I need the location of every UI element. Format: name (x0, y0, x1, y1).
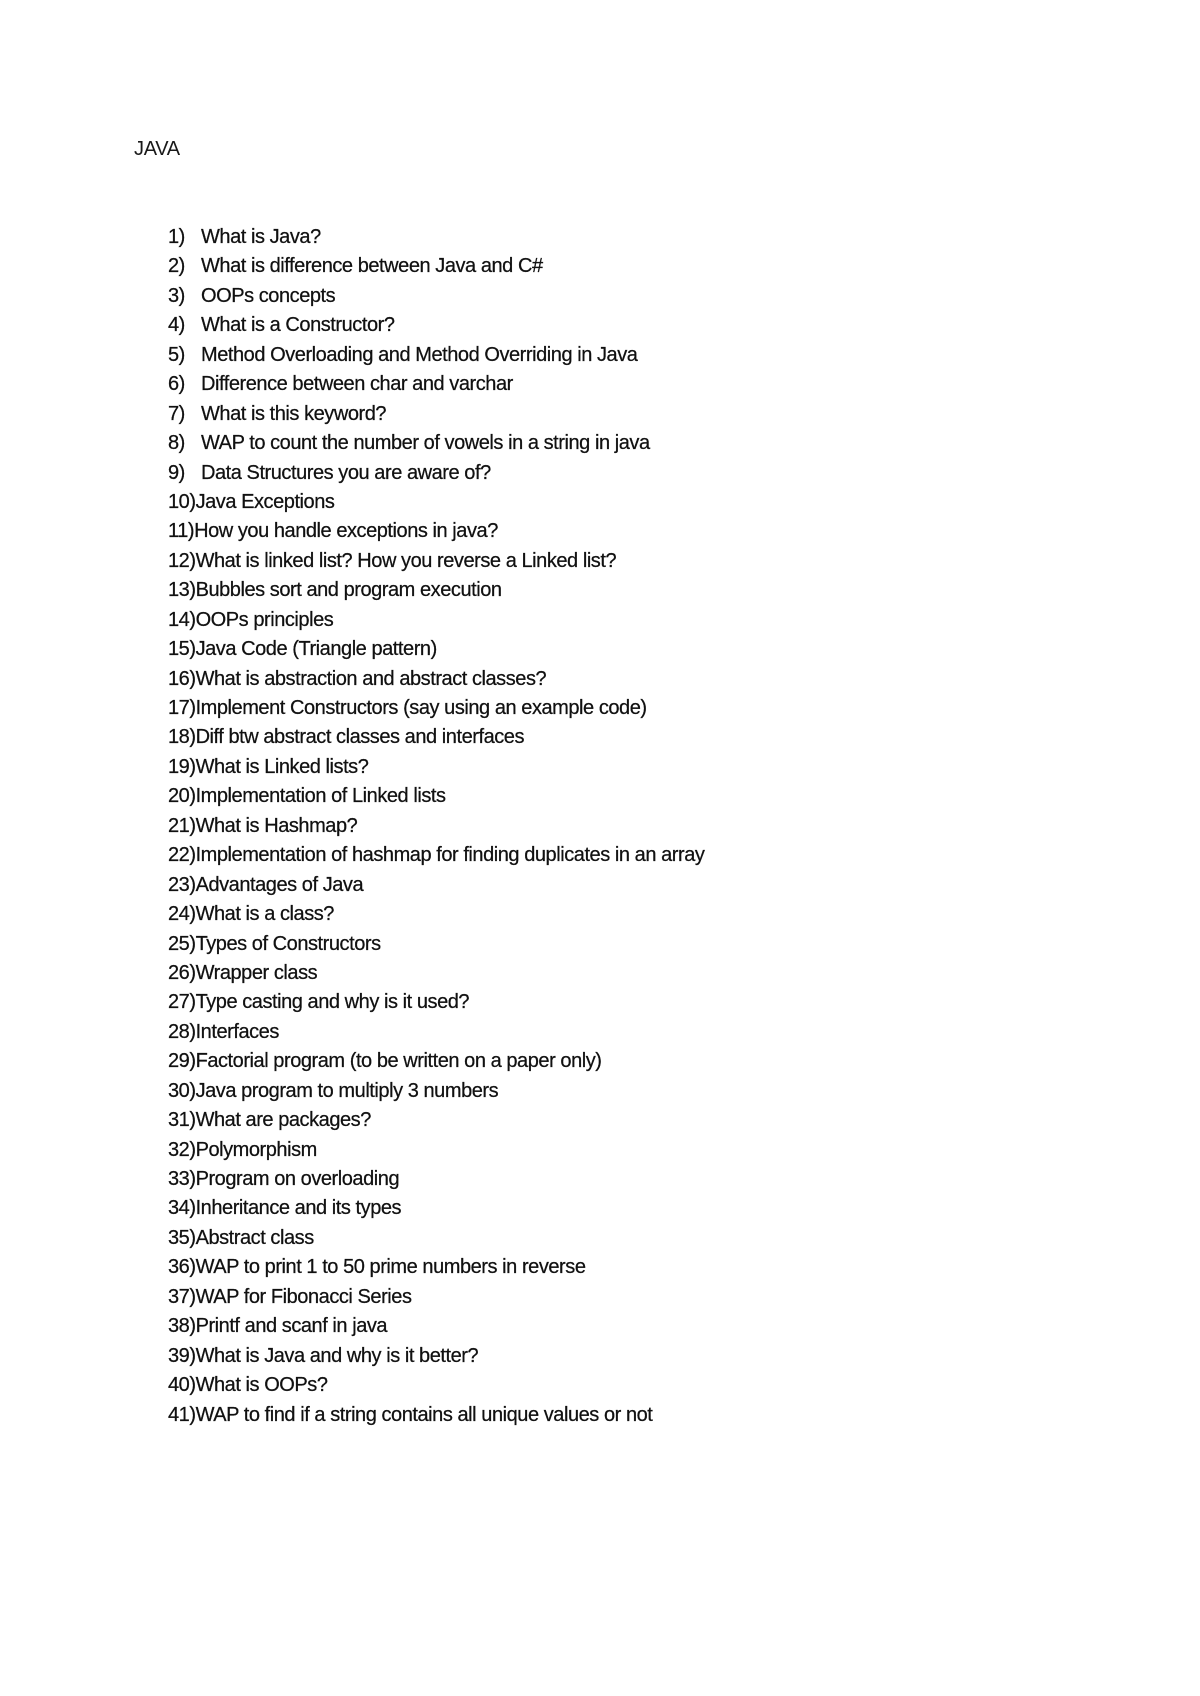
item-number: 26) (168, 961, 196, 984)
item-text: OOPs concepts (201, 284, 336, 307)
item-number: 21) (168, 814, 196, 837)
item-text: Bubbles sort and program execution (195, 579, 502, 602)
list-item (168, 1254, 704, 1283)
item-text: What are packages? (195, 1109, 371, 1132)
list-item (168, 342, 704, 371)
item-text: Implement Constructors (say using an example code) (195, 697, 647, 719)
item-text: Wrapper class (195, 961, 318, 984)
item-number: 7) (168, 402, 185, 425)
item-number: 8) (168, 432, 185, 455)
list-item (168, 1048, 704, 1077)
item-text: Abstract class (195, 1226, 314, 1249)
list-item (168, 1107, 704, 1136)
item-number: 18) (168, 726, 196, 749)
item-text: What is a Constructor? (201, 314, 395, 337)
list-item (168, 1313, 704, 1342)
question-list (168, 224, 704, 1431)
item-number: 12) (168, 549, 196, 572)
item-text: What is Hashmap? (195, 814, 358, 837)
item-number: 23) (168, 873, 196, 896)
item-text: What is linked list? How you reverse a Linked list? (195, 549, 617, 572)
list-item (168, 695, 704, 724)
list-item (168, 724, 704, 753)
list-item (168, 283, 704, 312)
item-number: 16) (168, 667, 196, 690)
item-number: 3) (168, 284, 185, 307)
item-number: 27) (168, 991, 196, 1014)
list-item (168, 1372, 704, 1401)
list-item (168, 1225, 704, 1254)
item-number: 20) (168, 785, 196, 808)
item-number: 2) (168, 255, 185, 278)
item-number: 24) (168, 903, 196, 926)
item-text: What is difference between Java and C# (201, 255, 543, 278)
list-item (168, 901, 704, 930)
list-item (168, 1343, 704, 1372)
item-text: Data Structures you are aware of? (201, 461, 491, 484)
list-item (168, 783, 704, 812)
item-text: OOPs principles (195, 608, 334, 631)
item-text: What is a class? (195, 903, 334, 926)
item-text: What is Java and why is it better? (195, 1344, 479, 1367)
list-item (168, 607, 704, 636)
item-text: Printf and scanf in java (195, 1315, 388, 1338)
list-item (168, 1284, 704, 1313)
item-text: Method Overloading and Method Overriding in Java (201, 343, 638, 366)
item-number: 28) (168, 1020, 196, 1043)
item-text: Diff btw abstract classes and interfaces (195, 726, 525, 749)
item-text: Types of Constructors (195, 932, 381, 955)
item-text: Factorial program (to be written on a paper only) (195, 1050, 602, 1073)
item-number: 6) (168, 373, 185, 396)
item-number: 29) (168, 1050, 196, 1073)
item-number: 4) (168, 314, 185, 337)
list-item (168, 312, 704, 341)
item-text: What is this keyword? (201, 402, 387, 425)
list-item (168, 371, 704, 400)
list-item (168, 1078, 704, 1107)
item-text: What is OOPs? (195, 1374, 328, 1397)
item-number: 10) (168, 490, 196, 513)
item-text: WAP to find if a string contains all unique values or not (195, 1403, 653, 1426)
item-text: Implementation of Linked lists (195, 785, 446, 808)
list-item (168, 401, 704, 430)
item-text: What is abstraction and abstract classes? (195, 667, 547, 690)
list-item (168, 460, 704, 489)
list-item (168, 931, 704, 960)
item-number: 39) (168, 1344, 196, 1367)
list-item (168, 548, 704, 577)
list-item (168, 842, 704, 871)
item-number: 31) (168, 1109, 196, 1132)
item-number: 38) (168, 1315, 196, 1338)
list-item (168, 253, 704, 282)
list-item (168, 1195, 704, 1224)
item-number: 17) (168, 697, 196, 719)
item-number: 40) (168, 1374, 196, 1397)
item-text: Polymorphism (195, 1138, 317, 1161)
item-text: Type casting and why is it used? (195, 991, 470, 1014)
item-number: 33) (168, 1168, 196, 1190)
list-item (168, 872, 704, 901)
item-number: 9) (168, 461, 185, 484)
item-text: Interfaces (195, 1020, 279, 1043)
list-item (168, 489, 704, 518)
list-item (168, 1402, 704, 1431)
item-text: What is Linked lists? (195, 755, 369, 778)
item-number: 19) (168, 755, 196, 778)
item-number: 32) (168, 1138, 196, 1161)
document-title: JAVA (134, 138, 180, 160)
item-number: 13) (168, 579, 196, 602)
item-text: What is Java? (201, 226, 321, 248)
item-number: 25) (168, 932, 196, 955)
item-number: 35) (168, 1226, 196, 1249)
item-text: Java Exceptions (195, 490, 335, 513)
list-item (168, 636, 704, 665)
item-text: Difference between char and varchar (201, 373, 513, 396)
item-text: WAP to print 1 to 50 prime numbers in reverse (195, 1256, 586, 1279)
item-number: 41) (168, 1403, 196, 1426)
item-text: Advantages of Java (195, 873, 364, 896)
list-item (168, 430, 704, 459)
list-item (168, 813, 704, 842)
item-number: 5) (168, 343, 185, 366)
list-item (168, 960, 704, 989)
item-text: How you handle exceptions in java? (194, 520, 498, 543)
item-text: Implementation of hashmap for finding duplicates in an array (195, 844, 705, 867)
list-item (168, 1019, 704, 1048)
item-text: Java Code (Triangle pattern) (195, 638, 437, 661)
item-text: Program on overloading (195, 1168, 400, 1190)
item-number: 11) (168, 520, 195, 543)
item-number: 14) (168, 608, 196, 631)
item-number: 37) (168, 1285, 196, 1308)
list-item (168, 518, 704, 547)
item-number: 1) (168, 226, 185, 248)
item-text: Inheritance and its types (195, 1197, 402, 1220)
list-item (168, 666, 704, 695)
list-item (168, 754, 704, 783)
list-item (168, 989, 704, 1018)
item-number: 22) (168, 844, 196, 867)
item-text: WAP to count the number of vowels in a string in java (201, 432, 650, 455)
item-number: 30) (168, 1079, 196, 1102)
item-text: WAP for Fibonacci Series (195, 1285, 412, 1308)
item-number: 36) (168, 1256, 196, 1279)
item-number: 15) (168, 638, 196, 661)
list-item (168, 577, 704, 606)
list-item (168, 224, 704, 253)
item-number: 34) (168, 1197, 196, 1220)
item-text: Java program to multiply 3 numbers (195, 1079, 499, 1102)
list-item (168, 1166, 704, 1195)
list-item (168, 1137, 704, 1166)
